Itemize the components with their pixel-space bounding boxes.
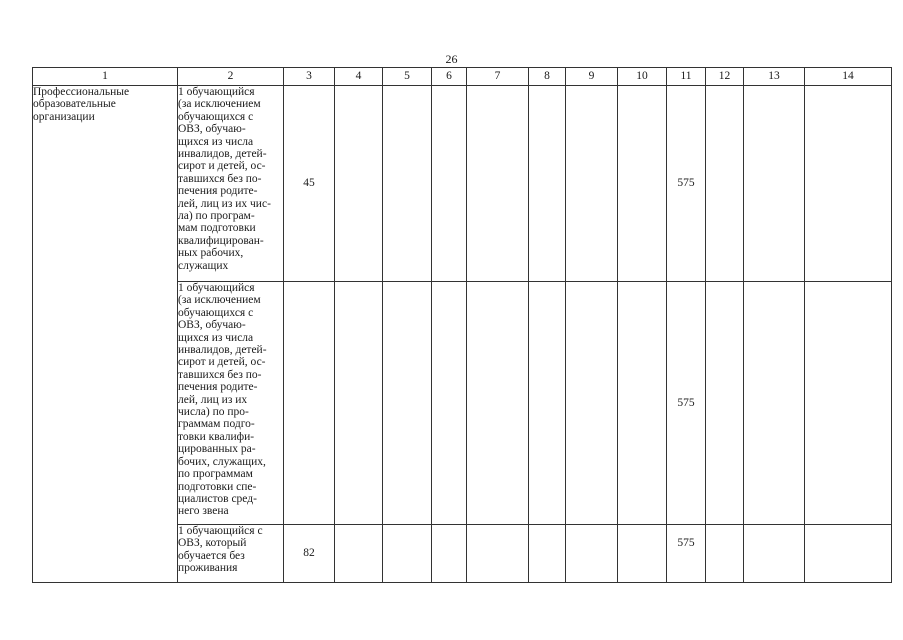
column-header: 6 xyxy=(432,68,467,86)
empty-cell xyxy=(706,282,744,525)
empty-cell xyxy=(566,282,618,525)
page-number: 26 xyxy=(445,52,458,66)
empty-cell xyxy=(744,282,805,525)
empty-cell xyxy=(529,86,566,282)
description-cell: 1 обучающийся (за исключением обучающихся с ОВЗ, обучаю- щихся из числа инвалидов, детей- сирот и детей, ос- тавшихся без по- печения родите- лей, лиц из их чис- ла) по програм- мам подготовки квалифицирован- ных рабочих, служащих xyxy=(178,86,284,282)
org-name-cell: Профессиональные образовательные организации xyxy=(33,86,178,583)
col3-cell: 82 xyxy=(284,525,335,583)
empty-cell xyxy=(618,86,667,282)
empty-cell xyxy=(383,282,432,525)
empty-cell xyxy=(706,86,744,282)
empty-cell xyxy=(335,86,383,282)
column-header: 2 xyxy=(178,68,284,86)
empty-cell xyxy=(706,525,744,583)
empty-cell xyxy=(467,282,529,525)
column-header: 7 xyxy=(467,68,529,86)
column-header: 3 xyxy=(284,68,335,86)
column-header: 5 xyxy=(383,68,432,86)
column-header: 4 xyxy=(335,68,383,86)
empty-cell xyxy=(335,282,383,525)
col11-cell: 575 xyxy=(667,86,706,282)
empty-cell xyxy=(805,525,892,583)
col11-cell: 575 xyxy=(667,282,706,525)
column-header: 1 xyxy=(33,68,178,86)
empty-cell xyxy=(432,525,467,583)
column-header: 13 xyxy=(744,68,805,86)
empty-cell xyxy=(566,86,618,282)
header-row xyxy=(33,68,892,86)
column-header: 11 xyxy=(667,68,706,86)
column-header: 10 xyxy=(618,68,667,86)
column-header: 14 xyxy=(805,68,892,86)
col3-cell: 45 xyxy=(284,86,335,282)
empty-cell xyxy=(805,282,892,525)
data-table xyxy=(32,67,892,583)
col3-cell xyxy=(284,282,335,525)
empty-cell xyxy=(744,86,805,282)
empty-cell xyxy=(467,86,529,282)
empty-cell xyxy=(432,86,467,282)
empty-cell xyxy=(529,525,566,583)
empty-cell xyxy=(383,86,432,282)
table-row xyxy=(33,86,892,282)
col11-cell: 575 xyxy=(667,525,706,583)
column-header: 9 xyxy=(566,68,618,86)
empty-cell xyxy=(335,525,383,583)
empty-cell xyxy=(432,282,467,525)
empty-cell xyxy=(529,282,566,525)
empty-cell xyxy=(467,525,529,583)
column-header: 12 xyxy=(706,68,744,86)
empty-cell xyxy=(805,86,892,282)
description-cell: 1 обучающийся (за исключением обучающихся с ОВЗ, обучаю- щихся из числа инвалидов, детей- сирот и детей, ос- тавшихся без по- печения родите- лей, лиц из их числа) по про- граммам подго- товки квалифи- цированных ра- бочих, служащих, по программам подготовки спе- циалистов сред- него звена xyxy=(178,282,284,525)
empty-cell xyxy=(744,525,805,583)
empty-cell xyxy=(566,525,618,583)
empty-cell xyxy=(383,525,432,583)
empty-cell xyxy=(618,282,667,525)
empty-cell xyxy=(618,525,667,583)
column-header: 8 xyxy=(529,68,566,86)
description-cell: 1 обучающийся с ОВЗ, который обучается без проживания xyxy=(178,525,284,583)
